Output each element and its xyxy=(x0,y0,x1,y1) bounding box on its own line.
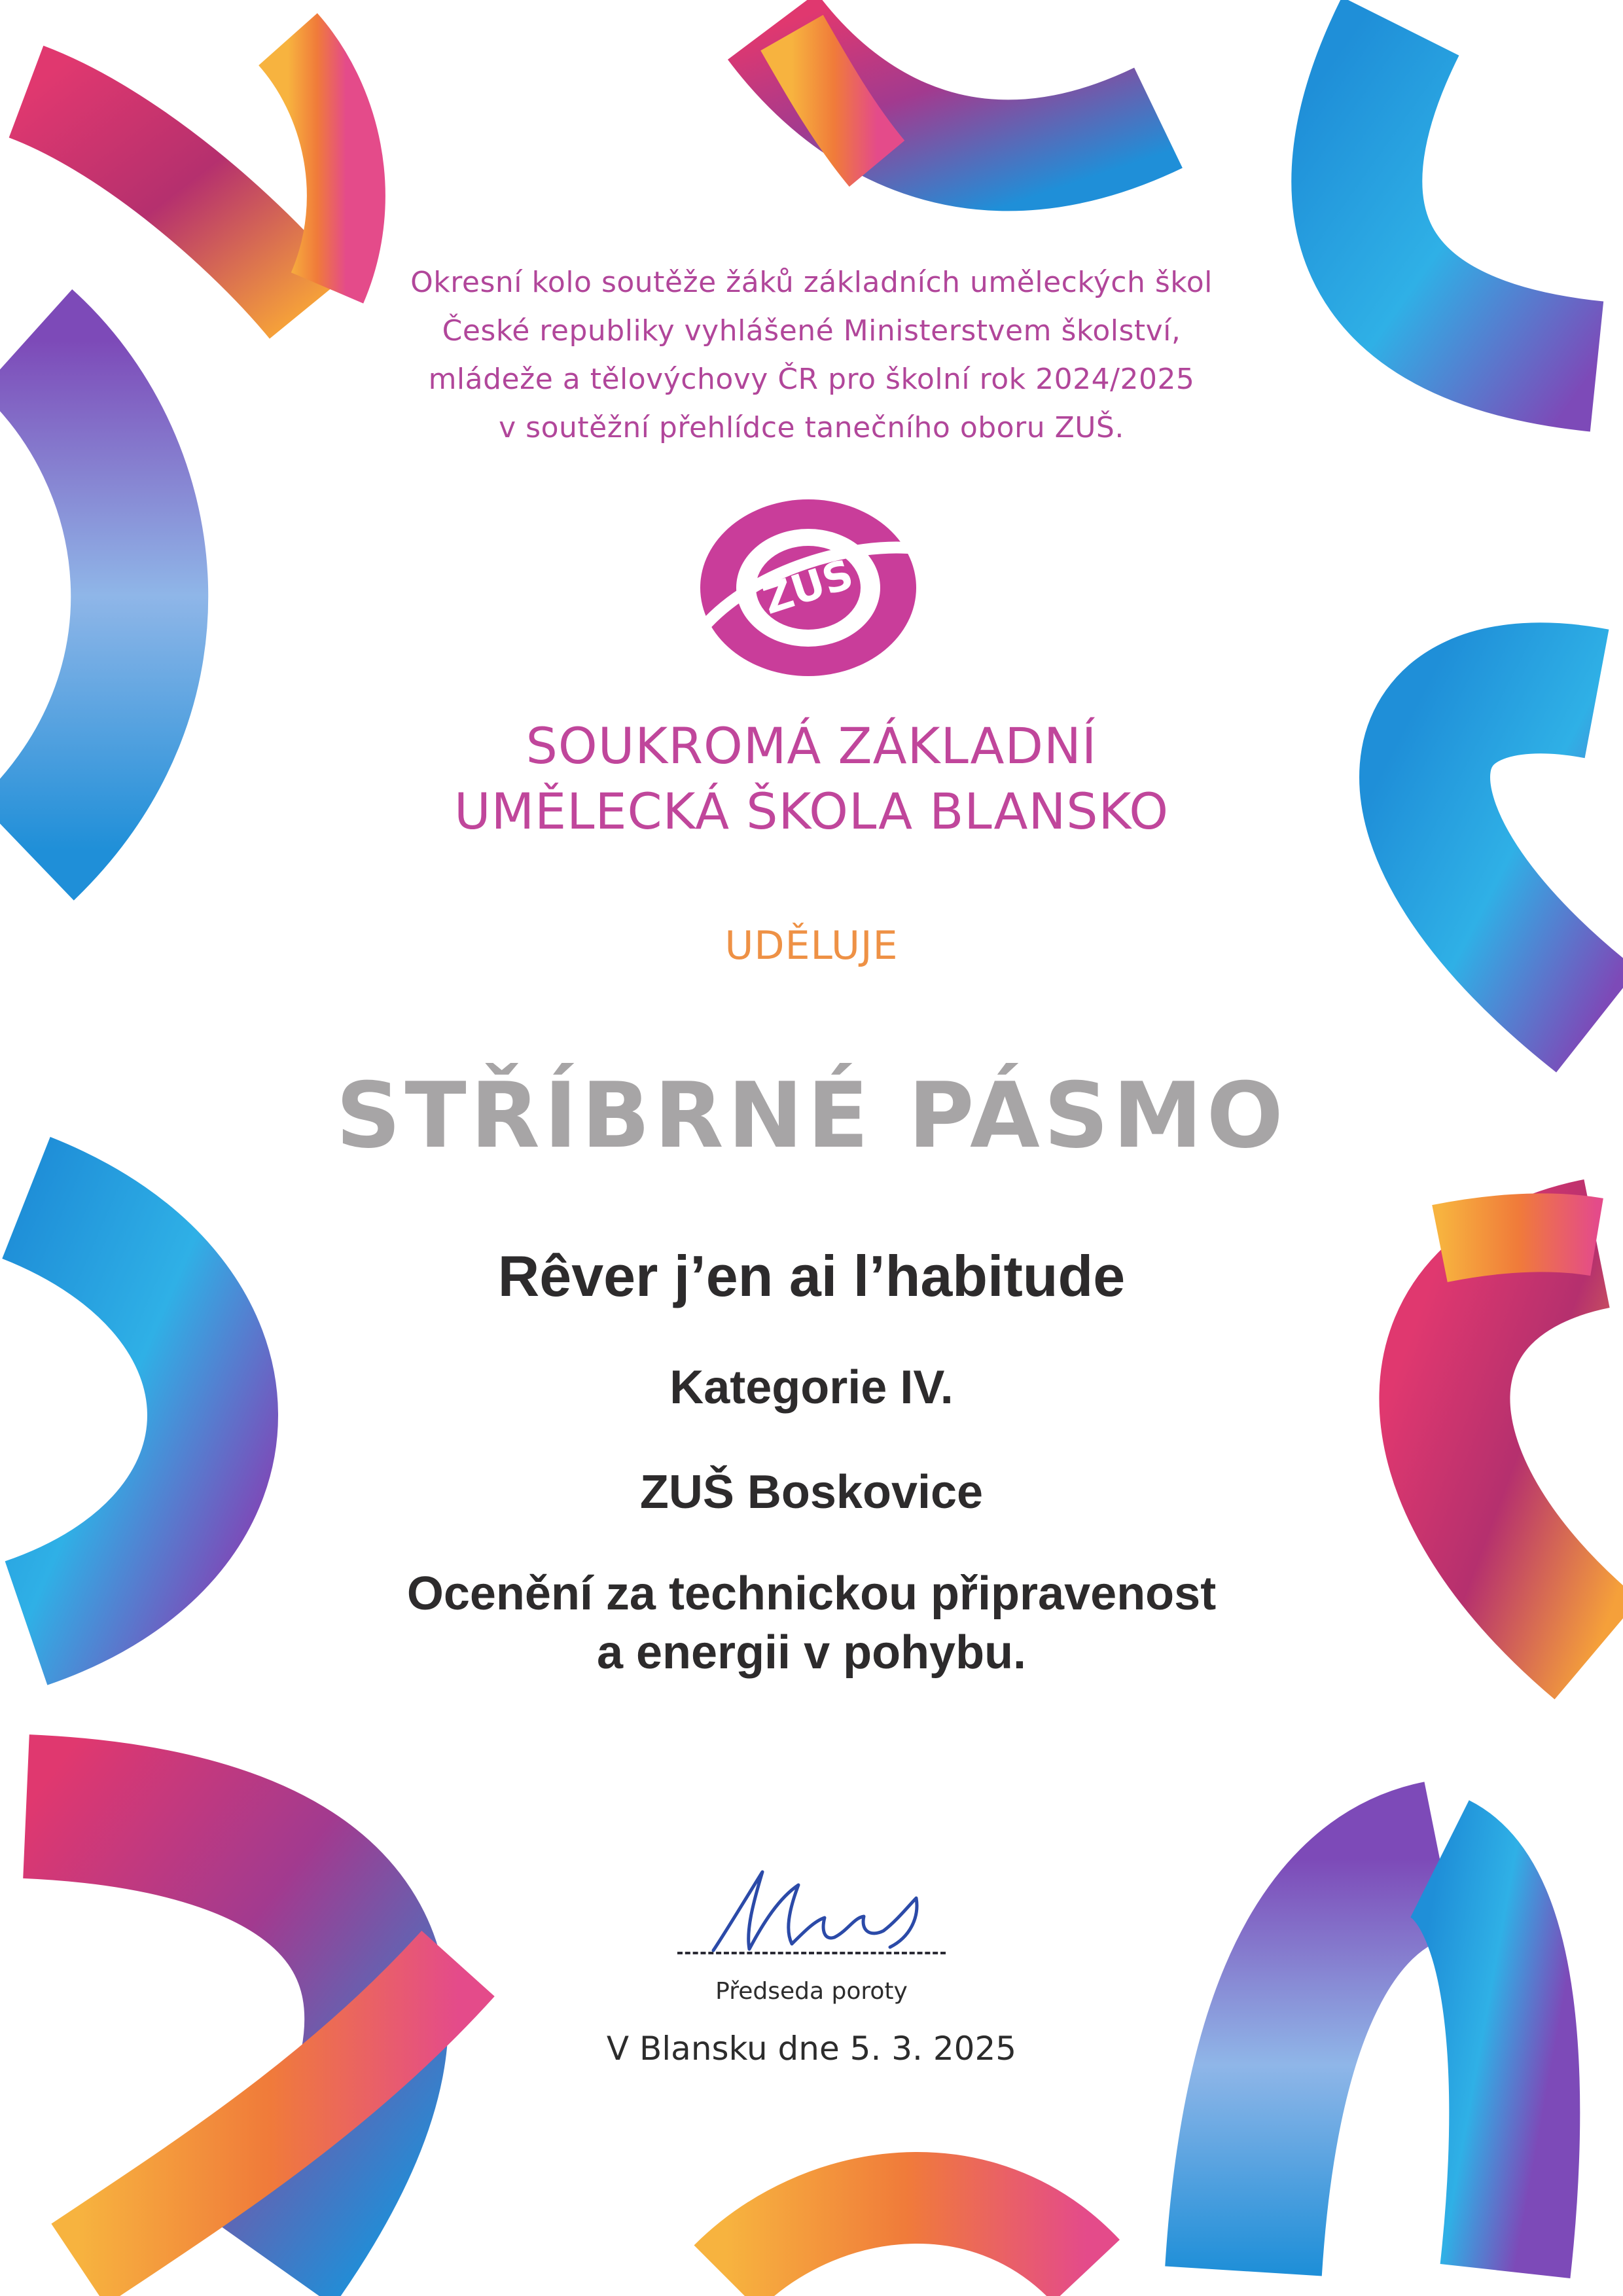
intro-line-2: České republiky vyhlášené Ministerstvem školství, xyxy=(442,314,1181,348)
signature-line xyxy=(677,1952,946,1954)
school-name xyxy=(0,713,1623,844)
signature-role: Předseda poroty xyxy=(715,1978,908,2005)
award-note-line-1: Ocenění za technickou připravenost xyxy=(406,1568,1217,1620)
award-note xyxy=(0,1564,1623,1682)
place-and-date: V Blansku dne 5. 3. 2025 xyxy=(606,2030,1017,2068)
ensemble-name: ZUŠ Boskovice xyxy=(639,1466,984,1518)
category: Kategorie IV. xyxy=(669,1361,954,1414)
award-band-title: STŘÍBRNÉ PÁSMO xyxy=(336,1063,1287,1168)
awards-label: UDĚLUJE xyxy=(724,923,899,969)
zus-logo xyxy=(690,490,926,686)
award-note-line-2: a energii v pohybu. xyxy=(596,1626,1027,1679)
school-name-line-1: SOUKROMÁ ZÁKLADNÍ xyxy=(526,717,1097,775)
school-name-line-2: UMĚLECKÁ ŠKOLA BLANSKO xyxy=(454,782,1169,840)
work-title: Rêver j’en ai l’habitude xyxy=(497,1244,1126,1308)
intro-line-3: mládeže a tělovýchovy ČR pro školní rok 2024/2025 xyxy=(428,363,1195,396)
competition-intro xyxy=(0,259,1623,452)
jury-signature xyxy=(700,1859,936,1964)
logo-text: ZUŠ xyxy=(757,550,859,624)
intro-line-4: v soutěžní přehlídce tanečního oboru ZUŠ. xyxy=(499,411,1124,444)
intro-line-1: Okresní kolo soutěže žáků základních uměleckých škol xyxy=(410,266,1213,299)
